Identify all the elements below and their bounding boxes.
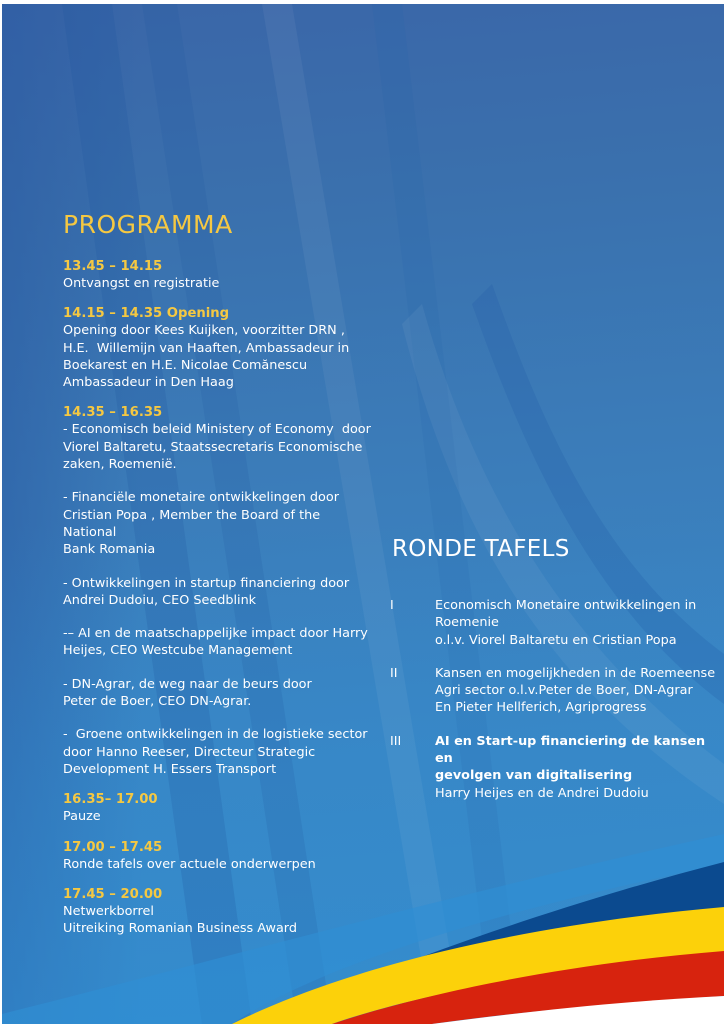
slot-paragraph [63,625,373,660]
slot-time: 16.35– 17.00 [63,792,158,808]
schedule-slot [63,305,373,391]
slot-text-line: Development H. Essers Transport [63,761,277,777]
slot-text-line: Heijes, CEO Westcube Management [63,643,293,659]
slot-paragraph [63,676,373,711]
slot-text-line: Ambassadeur in Den Haag [63,375,234,391]
slot-text-line: H.E. Willemijn van Haaften, Ambassadeur in [63,340,350,356]
slot-text-line: Cristian Popa , Member the Board of the National [63,507,325,540]
programma-title: PROGRAMMA [63,210,233,239]
slot-text-line: Peter de Boer, CEO DN-Agrar. [63,694,252,710]
slot-text-line: Bank Romania [63,542,156,558]
content [2,4,724,1024]
slot-paragraph [63,726,373,778]
slot-text-line: Boekarest en H.E. Nicolae Comănescu [63,357,308,373]
slot-time: 17.45 – 20.00 [63,886,163,902]
ronde-tafel-text-line: o.l.v. Viorel Baltaretu en Cristian Popa [435,632,677,648]
slot-text-line: - Economisch beleid Ministery of Economy door [63,422,371,438]
slot-paragraph [63,421,373,473]
slot-text-line: - DN-Agrar, de weg naar de beurs door [63,676,312,692]
roman-numeral: II [390,665,398,681]
ronde-tafel-text-line: gevolgen van digitalisering [435,768,633,784]
slot-time: 14.15 – 14.35 Opening [63,306,230,322]
ronde-tafels-list [390,597,724,818]
slot-time: 14.35 – 16.35 [63,405,163,421]
slot-paragraph [63,322,373,391]
ronde-tafel-description [435,597,724,649]
schedule-slot [63,791,373,825]
slot-text-line: - Ontwikkelingen in startup financiering door [63,575,350,591]
slot-paragraph [63,489,373,558]
slot-text-line: - Groene ontwikkelingen in de logistieke sector [63,727,368,743]
slot-text-line: Opening door Kees Kuijken, voorzitter DRN , [63,323,345,339]
slot-time: 13.45 – 14.15 [63,259,163,274]
slot-text-line: Andrei Dudoiu, CEO Seedblink [63,592,257,608]
slot-text-line: zaken, Roemenië. [63,457,177,473]
slot-text-line: door Hanno Reeser, Directeur Strategic [63,744,316,760]
slot-paragraph [63,275,373,292]
schedule-slot [63,404,373,778]
ronde-tafel-text-line: Economisch Monetaire ontwikkelingen in [435,598,697,613]
ronde-tafel-text-line: Harry Heijes en de Andrei Dudoiu [435,785,649,801]
slot-time: 17.00 – 17.45 [63,839,163,855]
ronde-tafel-description [435,665,724,717]
roman-numeral: I [390,598,394,613]
slot-text-line: Viorel Baltaretu, Staatssecretaris Economische [63,439,363,455]
slot-paragraph [63,903,373,938]
schedule-slot [63,839,373,873]
slot-text-line: -– AI en de maatschappelijke impact door Harry [63,626,368,642]
slot-paragraph [63,856,373,873]
schedule-slot [63,258,373,292]
ronde-tafel-text-line: En Pieter Hellferich, Agriprogress [435,700,647,716]
slot-text-line: - Financiële monetaire ontwikkelingen door [63,490,339,506]
slot-paragraph [63,575,373,610]
ronde-tafel-text-line: Kansen en mogelijkheden in de Roemeense [435,665,716,681]
slot-paragraph [63,808,373,825]
slot-text-line: Ontvangst en registratie [63,276,220,291]
ronde-tafel-item [390,733,724,802]
slot-text-line: Netwerkborrel [63,903,154,919]
slot-text-line: Uitreiking Romanian Business Award [63,921,297,937]
ronde-tafel-text-line: Roemenie [435,615,499,631]
ronde-tafel-description [435,733,724,802]
slot-text-line: Ronde tafels over actuele onderwerpen [63,856,316,872]
ronde-tafel-text-line: AI en Start-up financiering de kansen en [435,733,706,767]
ronde-tafel-item [390,597,724,649]
schedule-slot [63,886,373,938]
roman-numeral: III [390,733,402,749]
ronde-tafel-text-line: Agri sector o.l.v.Peter de Boer, DN-Agrar [435,683,693,699]
ronde-tafels-title: RONDE TAFELS [392,536,570,562]
programma-schedule [63,258,373,950]
ronde-tafel-item [390,665,724,717]
flyer-page [2,4,724,1024]
slot-text-line: Pauze [63,809,101,825]
